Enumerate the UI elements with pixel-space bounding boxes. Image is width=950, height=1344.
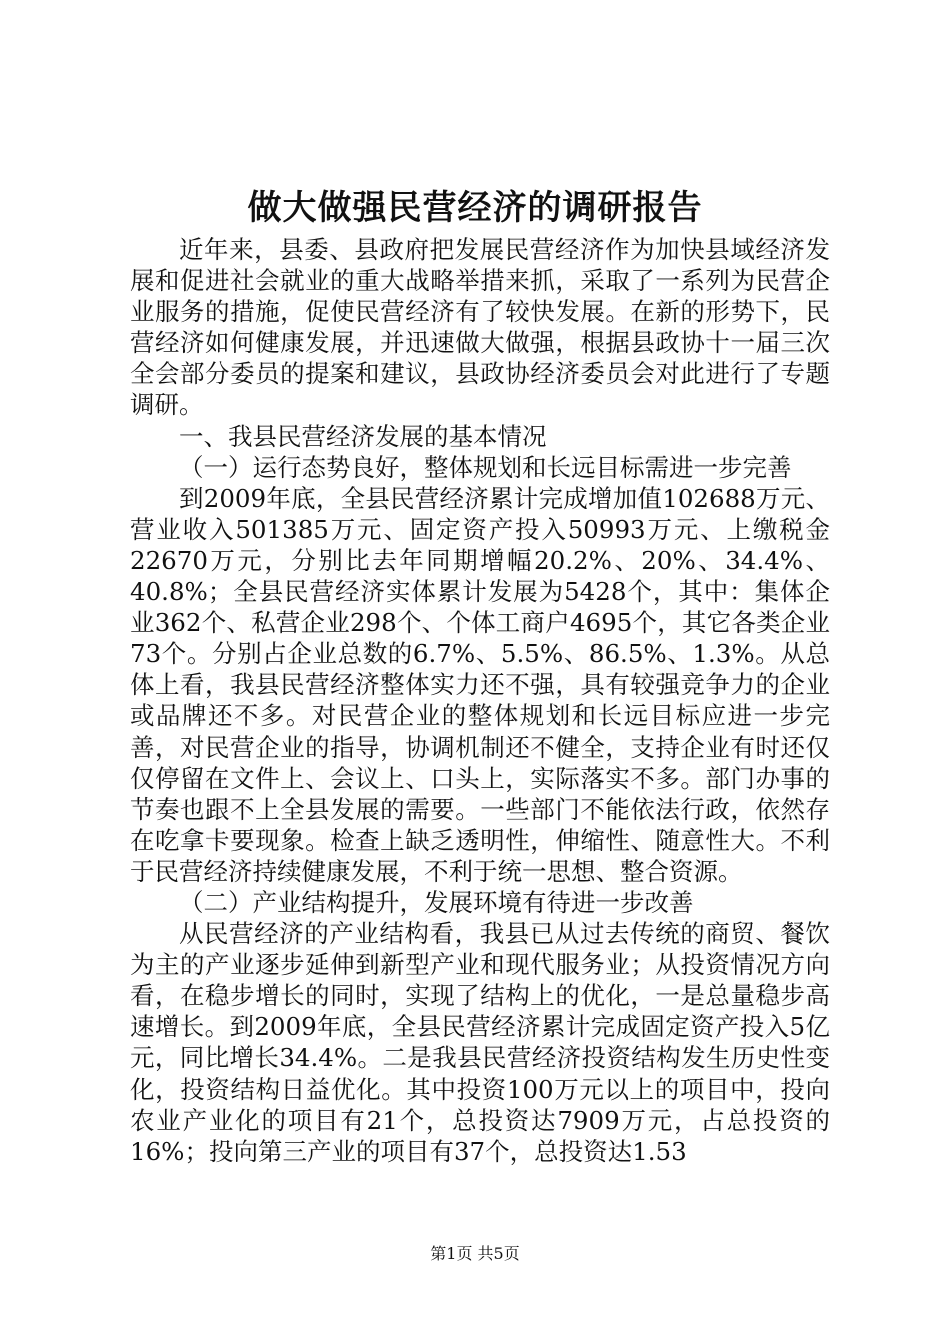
subsection-heading-1: （一）运行态势良好，整体规划和长远目标需进一步完善	[179, 452, 792, 482]
document-title: 做大做强民营经济的调研报告	[247, 188, 703, 228]
document-body	[130, 234, 830, 1167]
body-paragraph-1: 到2009年底，全县民营经济累计完成增加值102688万元、营业收入501385万元、固定资产投入50993万元、上缴税金22670万元，分别比去年同期增幅20.2%、20%、34.4%、40.8%；全县民营经济实体累计发展为5428个，其中：集体企业362个、私营企业298个、个体工商户4695个，其它各类企业73个。分别占企业总数的6.7%、5.5%、86.5%、1.3%。从总体上看，我县民营经济整体实力还不强，具有较强竞争力的企业或品牌还不多。对民营企业的整体规划和长远目标应进一步完善，对民营企业的指导，协调机制还不健全，支持企业有时还仅仅停留在文件上、会议上、口头上，实际落实不多。部门办事的节奏也跟不上全县发展的需要。一些部门不能依法行政，依然存在吃拿卡要现象。检查上缺乏透明性，伸缩性、随意性大。不利于民营经济持续健康发展，不利于统一思想、整合资源。	[130, 483, 830, 886]
subsection-heading-2: （二）产业结构提升，发展环境有待进一步改善	[179, 887, 694, 917]
section-heading-1: 一、我县民营经济发展的基本情况	[179, 421, 547, 451]
body-paragraph-2: 从民营经济的产业结构看，我县已从过去传统的商贸、餐饮为主的产业逐步延伸到新型产业和现代服务业；从投资情况方向看，在稳步增长的同时，实现了结构上的优化，一是总量稳步高速增长。到2009年底，全县民营经济累计完成固定资产投入5亿元，同比增长34.4%。二是我县民营经济投资结构发生历史性变化，投资结构日益优化。其中投资100万元以上的项目中，投向农业产业化的项目有21个，总投资达7909万元，占总投资的16%；投向第三产业的项目有37个，总投资达1.53	[130, 919, 830, 1166]
page-footer: 第1页 共5页	[430, 1244, 520, 1263]
intro-paragraph: 近年来，县委、县政府把发展民营经济作为加快县域经济发展和促进社会就业的重大战略举措来抓，采取了一系列为民营企业服务的措施，促使民营经济有了较快发展。在新的形势下，民营经济如何健康发展，并迅速做大做强，根据县政协十一届三次全会部分委员的提案和建议，县政协经济委员会对此进行了专题调研。	[130, 235, 830, 420]
